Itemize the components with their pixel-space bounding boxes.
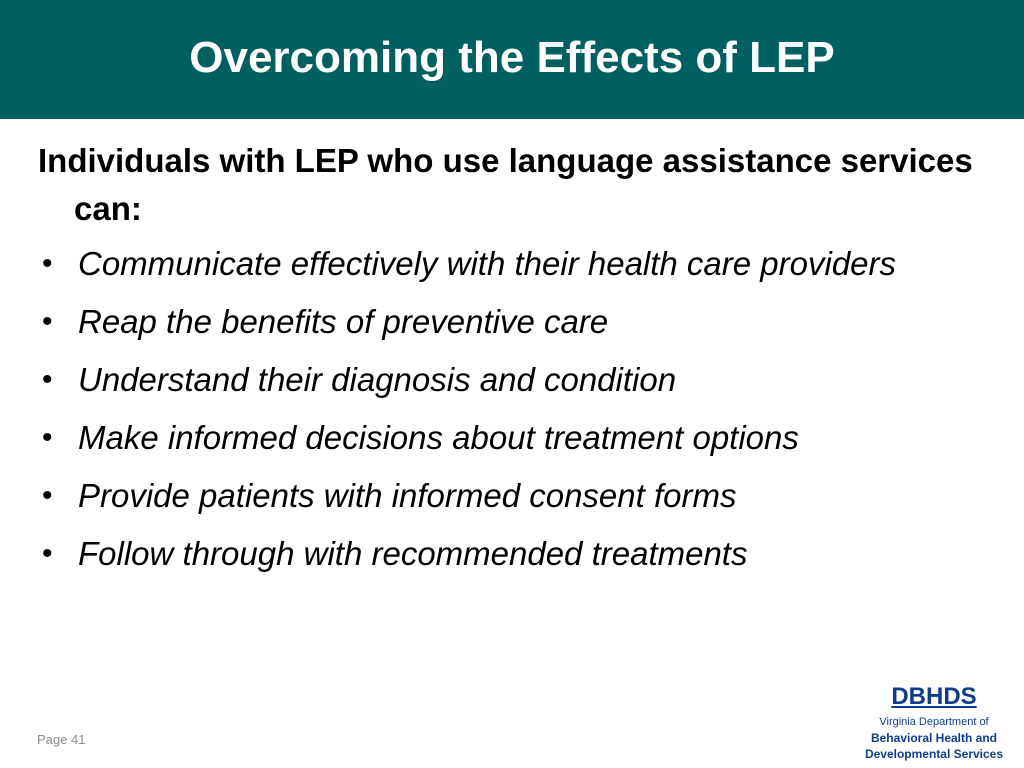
bullet-item <box>38 531 1008 577</box>
logo-line-1: Virginia Department of <box>879 716 989 728</box>
bullet-text: Understand their diagnosis and condition <box>78 361 677 398</box>
bullet-text: Make informed decisions about treatment options <box>78 419 799 456</box>
slide-title: Overcoming the Effects of LEP <box>189 33 835 82</box>
bullet-item <box>38 357 1008 403</box>
bullet-icon: • <box>42 305 53 338</box>
logo-line-2: Behavioral Health and <box>870 731 998 745</box>
bullet-item <box>38 299 1008 345</box>
bullet-text: Reap the benefits of preventive care <box>78 303 609 340</box>
bullet-icon: • <box>42 363 53 396</box>
title-bar <box>0 0 1024 119</box>
logo-abbreviation: DBHDS <box>891 683 977 710</box>
slide-content <box>38 137 1008 589</box>
dbhds-logo <box>850 684 1018 762</box>
bullet-icon: • <box>42 537 53 570</box>
bullet-icon: • <box>42 421 53 454</box>
bullet-text: Follow through with recommended treatments <box>78 535 748 572</box>
bullet-text: Communicate effectively with their health care providers <box>78 245 897 282</box>
bullet-item <box>38 473 1008 519</box>
bullet-icon: • <box>42 247 53 280</box>
bullet-item <box>38 415 1008 461</box>
page-number: Page 41 <box>37 732 86 747</box>
bullet-item <box>38 241 1008 287</box>
intro-text: Individuals with LEP who use language assistance services can: <box>38 142 973 227</box>
bullet-list <box>38 241 1008 577</box>
bullet-text: Provide patients with informed consent forms <box>78 477 737 514</box>
logo-line-3: Developmental Services <box>864 747 1004 761</box>
bullet-icon: • <box>42 479 53 512</box>
